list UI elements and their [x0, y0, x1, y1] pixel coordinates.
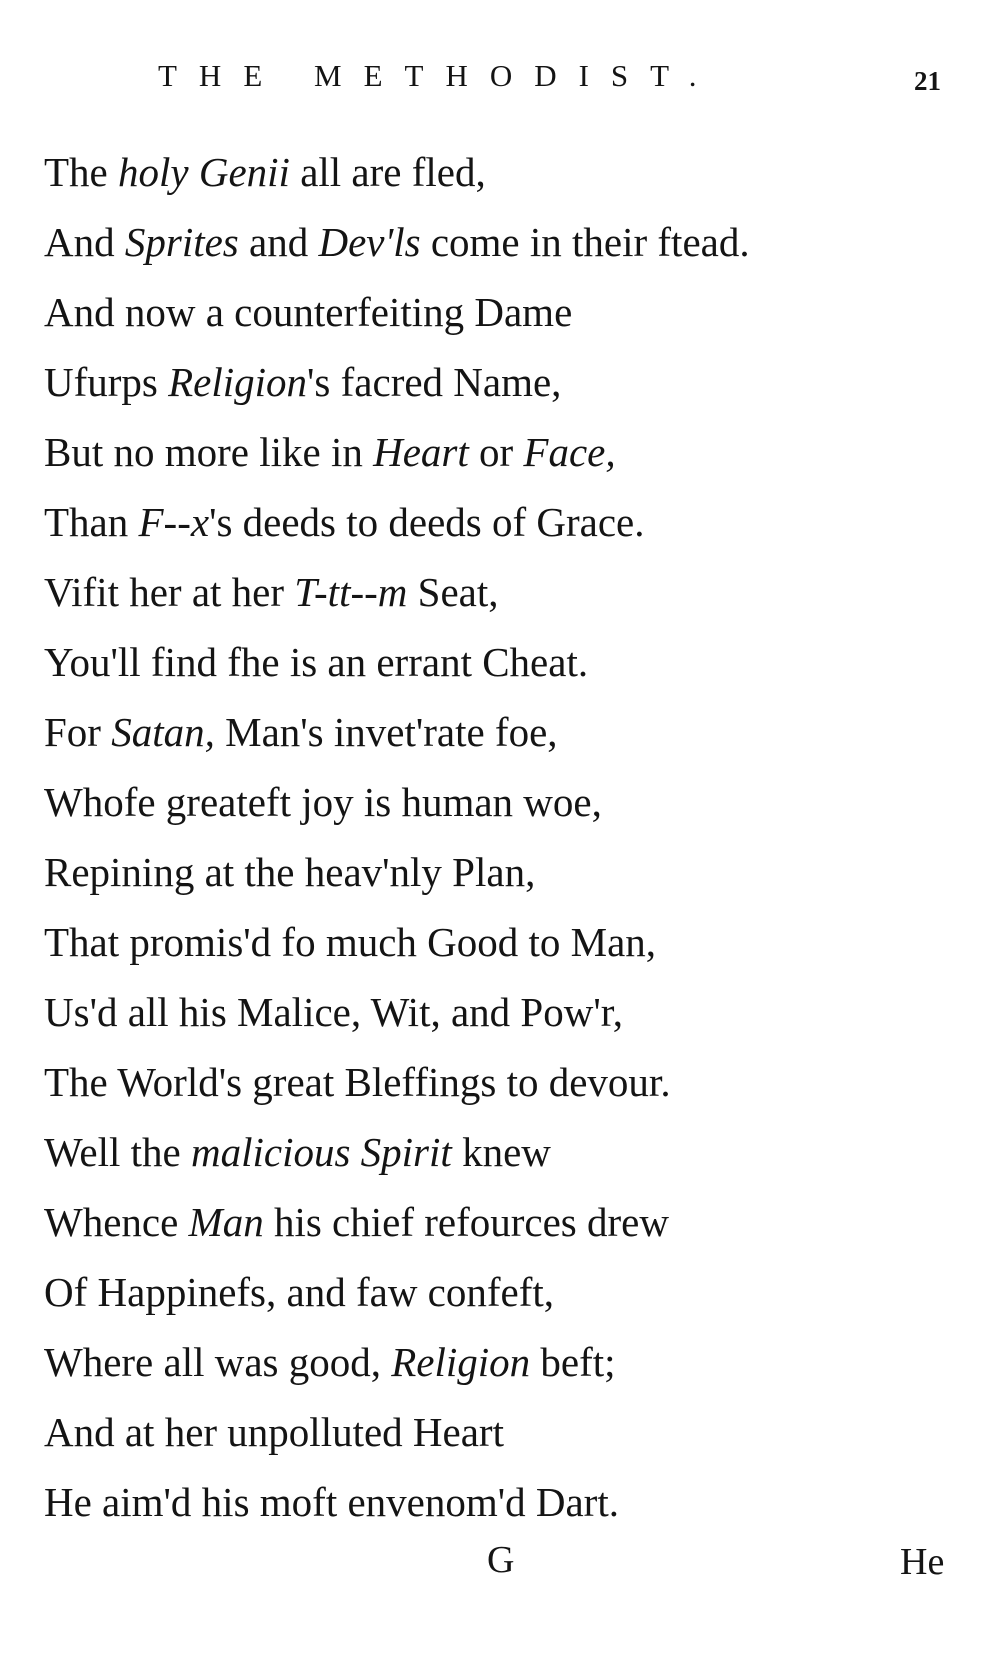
poem-line — [44, 487, 750, 557]
italic-text: Face, — [523, 429, 616, 475]
italic-text: malicious Spirit — [190, 1129, 452, 1175]
italic-text: Religion — [391, 1339, 531, 1385]
line-text: Where all was good, — [44, 1339, 392, 1385]
line-text: or — [468, 429, 524, 475]
poem-line — [44, 417, 750, 487]
italic-text: Satan, — [111, 709, 215, 755]
line-text: That promis'd fo much Good to Man, — [44, 919, 657, 965]
poem-line — [44, 1187, 750, 1257]
italic-text: Heart — [373, 429, 469, 475]
poem-line — [44, 1047, 750, 1117]
line-text: 's deeds to deeds of Grace. — [209, 499, 645, 545]
line-text: For — [44, 709, 112, 755]
line-text: beft; — [530, 1339, 616, 1385]
poem-line — [44, 1117, 750, 1187]
line-text: Whence — [44, 1199, 189, 1245]
line-text: Whofe greateft joy is human woe, — [44, 779, 602, 825]
line-text: and — [238, 219, 319, 265]
poem-line — [44, 557, 750, 627]
poem-line — [44, 697, 750, 767]
line-text: 's facred Name, — [307, 359, 562, 405]
line-text: Man's invet'rate foe, — [214, 709, 558, 755]
line-text: come in their ftead. — [420, 219, 750, 265]
italic-text: F--x — [138, 499, 210, 545]
line-text: Us'd all his Malice, Wit, and Pow'r, — [44, 989, 623, 1035]
line-text: The — [44, 149, 118, 195]
italic-text: holy Genii — [118, 149, 290, 195]
poem-line — [44, 1467, 750, 1537]
line-text: all are fled, — [289, 149, 486, 195]
line-text: He aim'd his moft envenom'd Dart. — [44, 1479, 619, 1525]
line-text: But no more like in — [44, 429, 374, 475]
line-text: his chief refources drew — [263, 1199, 669, 1245]
line-text: And — [44, 219, 125, 265]
line-text: Vifit her at her — [44, 569, 295, 615]
line-text: The World's great Bleffings to devour. — [44, 1059, 671, 1105]
poem-line — [44, 1327, 750, 1397]
running-title: THE METHODIST. — [158, 58, 719, 93]
poem-line — [44, 907, 750, 977]
poem-line — [44, 137, 750, 207]
line-text: Well the — [44, 1129, 191, 1175]
italic-text: Sprites — [124, 219, 239, 265]
poem-line — [44, 277, 750, 347]
poem-line — [44, 837, 750, 907]
line-text: Than — [44, 499, 139, 545]
italic-text: T-tt--m — [294, 569, 408, 615]
page-number: 21 — [914, 66, 941, 96]
line-text: And at her unpolluted Heart — [44, 1409, 504, 1455]
poem-line — [44, 767, 750, 837]
line-text: You'll find fhe is an errant Cheat. — [44, 639, 589, 685]
poem-line — [44, 977, 750, 1047]
poem-line — [44, 627, 750, 697]
line-text: And now a counterfeiting Dame — [44, 289, 573, 335]
line-text: Seat, — [407, 569, 499, 615]
poem-line — [44, 347, 750, 417]
line-text: Of Happinefs, and faw confeft, — [44, 1269, 555, 1315]
line-text: Ufurps — [44, 359, 169, 405]
poem-line — [44, 207, 750, 277]
line-text: knew — [451, 1129, 551, 1175]
poem-line — [44, 1257, 750, 1327]
signature-mark: G — [487, 1539, 515, 1581]
line-text: Repining at the heav'nly Plan, — [44, 849, 536, 895]
italic-text: Dev'ls — [318, 219, 421, 265]
italic-text: Religion — [168, 359, 308, 405]
catchword: He — [900, 1541, 945, 1583]
italic-text: Man — [188, 1199, 264, 1245]
poem-body — [44, 137, 750, 1537]
poem-line — [44, 1397, 750, 1467]
